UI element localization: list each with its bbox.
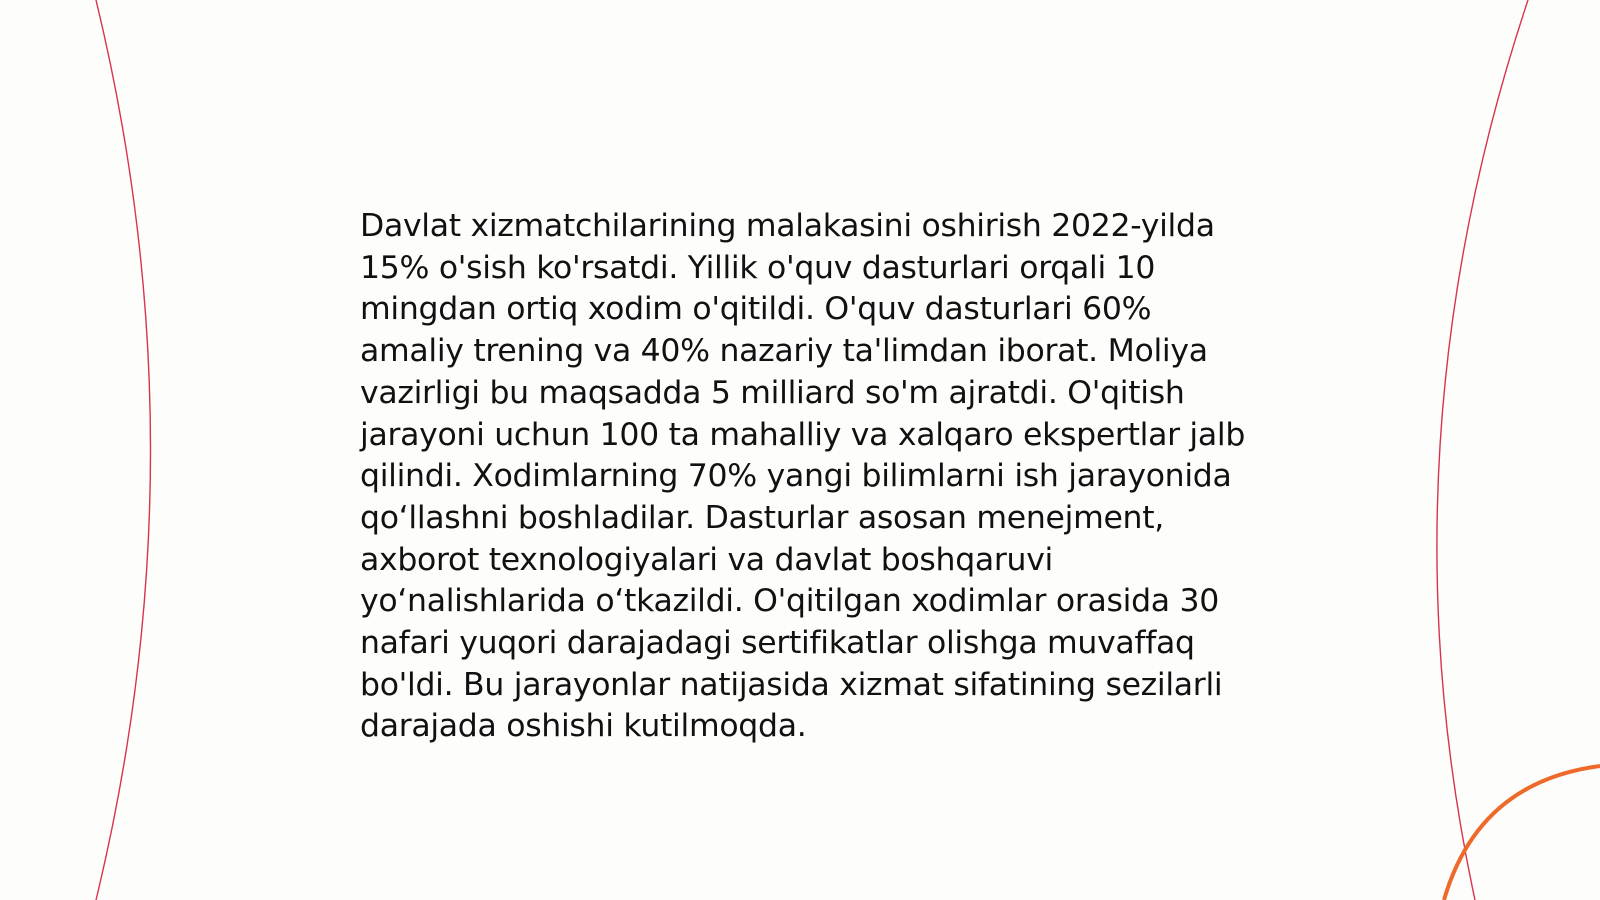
left-curve-line <box>96 0 151 900</box>
orange-arc <box>1444 766 1600 900</box>
right-curve-line <box>1437 0 1528 900</box>
body-paragraph: Davlat xizmatchilarining malakasini oshirish 2022-yilda 15% o'sish ko'rsatdi. Yillik o'quv dasturlari orqali 10 mingdan ortiq xodim o'qitildi. O'quv dasturlari 60% amaliy trening va 40% nazariy ta'limdan iborat. Moliya vazirligi bu maqsadda 5 milliard so'm ajratdi. O'qitish jarayoni uchun 100 ta mahalliy va xalqaro ekspertlar jalb qilindi. Xodimlarning 70% yangi bilimlarni ish jarayonida qo‘llashni boshladilar. Dasturlar asosan menejment, axborot texnologiyalari va davlat boshqaruvi yo‘nalishlarida o‘tkazildi. O'qitilgan xodimlar orasida 30 nafari yuqori darajadagi sertifikatlar olishga muvaffaq bo'ldi. Bu jarayonlar natijasida xizmat sifatining sezilarli darajada oshishi kutilmoqda. <box>360 208 1246 745</box>
